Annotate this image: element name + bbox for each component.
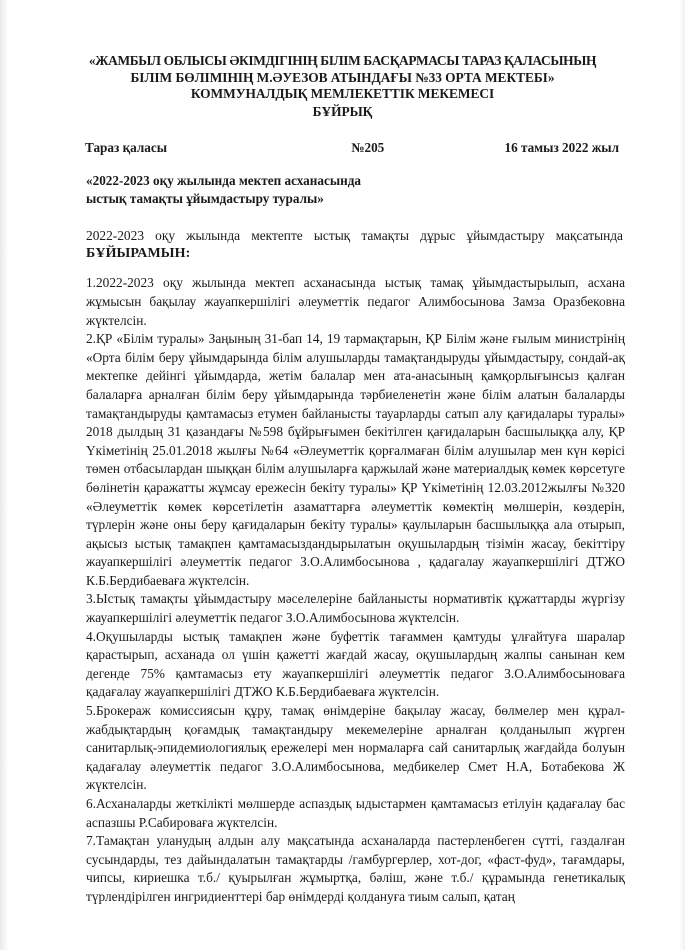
- clause-item: 7.Тамақтан уланудың алдын алу мақсатында асханаларда пастерленбеген сүтті, газдалған сусындарды, тез дайындалатын тамақтарды /гамбургерлер, хот-дог, «фаст-фуд», тағамдары, чипсы, кириешка т.б./ қуырылған жұмыртқа, бәліш, және т.б./ құрамында генетикалық түрлендірілген ингридиенттері бар өнімдерді қолдануға тиым салып, қатаң: [86, 833, 625, 904]
- letterhead-line-2: БІЛІМ БӨЛІМІНІҢ М.ӘУЕЗОВ АТЫНДАҒЫ №33 ОРТА МЕКТЕБІ»: [130, 69, 555, 85]
- document-place: Тараз қаласы: [85, 140, 168, 156]
- clause-item: 4.Оқушыларды ыстық тамақпен және буфеттік тағаммен қамтуды ұлғайтуға шаралар қарастырып, асханада ол үшін қажетті жағдай жасау, оқушылардың жалпы санынан кем дегенде 75% қамтамасыз ету жауапкершілігі әлеуметтік педагог З.О.Алимбосыноваға қадағалау жауапкершілігі ДТЖО К.Б.Бердибаеваға жүктелсін.: [86, 628, 625, 700]
- clause-item: 2.ҚР «Білім туралы» Заңының 31-бап 14, 19 тармақтарын, ҚР Білім және ғылым министрінің «Орта білім беру ұйымдарында білім алушыларды тамақтандыруды ұйымдастыру, сондай-ақ мектепке дейінгі ұйымдарда, жетім балалар мен ата-анасының қамқорлығынсыз қалған балаларға арналған білім беру ұйымдарында тәрбиеленетін және білім алатын балаларды тамақтандыруды қамтамасыз етумен байланысты тауарларды сатып алу қағидалары туралы» 2018 дылдың 31 қазандағы №598 бұйрығымен бекітілген қағидаларын басшылыққа алу, ҚР Үкіметінің 25.01.2018 жылғы №64 «Әлеуметтік қорғалмаған білім алушылар мен күн көрісі төмен отбасылардан шыққан білім алушыларға қаржылай және материалдық көмек көрсетуге бөлінетін қаражатты жұмсау ережесін бекіту туралы» ҚР Үкіметінің 12.03.2012жылғы №320 «Әлеуметтік көмек көрсетілетін азаматтарға әлеуметтік көмектің мөлшерін, көздерін, түрлерін және оны беру қағидаларын бекіту туралы» қаулыларын басшылыққа ала отырып, ақысыз ыстық тамақпен қамтамасыздандырылатын оқушылардың тізімін жасау, бекіттіру жауапкершілігі әлеуметтік педагог З.О.Алимбосынова , қадагалау жауапкершілігі ДТЖО К.Б.Бердибаеваға жүктелсін.: [86, 331, 625, 588]
- document-meta-row: [85, 140, 619, 156]
- clause-item: 6.Асханаларды жеткілікті мөлшерде аспаздық ыдыстармен қамтамасыз етілуін қадағалау бас аспазшы Р.Сабироваға жүктелсін.: [86, 796, 625, 830]
- preamble-text: 2022-2023 оқу жылында мектепте ыстық тамақты дұрыс ұйымдастыру мақсатында: [86, 228, 623, 244]
- order-verb: БҰЙЫРАМЫН:: [86, 246, 191, 262]
- clause-item: 3.Ыстық тамақты ұйымдастыру мәселелеріне байланысты нормативтік құжаттарды жүргізу жауапкершілігі әлеуметтік педагог З.О.Алимбосынова жүктелсін.: [86, 591, 625, 626]
- document-subject: [86, 172, 486, 208]
- letterhead-line-3: КОММУНАЛДЫҚ МЕМЛЕКЕТТІК МЕКЕМЕСІ: [190, 86, 495, 102]
- clause-item: 1.2022-2023 оқу жылында мектеп асханасында ыстық тамақ ұйымдастырылып, асхана жұмысын бақылау жауапкершілігі әлеуметтік педагог Алимбосынова Замза Оразбековна жүктелсін.: [86, 275, 625, 328]
- subject-line-1: «2022-2023 оқу жылында мектеп асханасында: [86, 173, 361, 189]
- letterhead: [36, 53, 649, 120]
- clause-list: [86, 274, 625, 906]
- subject-line-2: ыстық тамақты ұйымдастыру туралы»: [86, 191, 324, 207]
- letterhead-line-1: «ЖАМБЫЛ ОБЛЫСЫ ӘКІМДІГІНІҢ БІЛІМ БАСҚАРМАСЫ ТАРАЗ ҚАЛАСЫНЫҢ: [88, 53, 597, 68]
- clause-item: 5.Брокераж комиссиясын құру, тамақ өнімдеріне бақылау жасау, бөлмелер мен құрал-жабдықтардың қоғамдық тамақтандыру мекемелеріне арналған қолданылып жүрген санитарлық-эпидемиологиялық ережелері мен нормаларға сай санитарлық жағдайда болуын қадағалау әлеуметтік педагог З.О.Алимбосынова, медбикелер Смет Н.А, Ботабекова Ж жүктелсін.: [86, 703, 625, 793]
- document-number: №205: [351, 140, 385, 156]
- letterhead-order-word: БҰЙРЫҚ: [312, 103, 373, 119]
- document-date: 16 тамыз 2022 жыл: [504, 140, 619, 156]
